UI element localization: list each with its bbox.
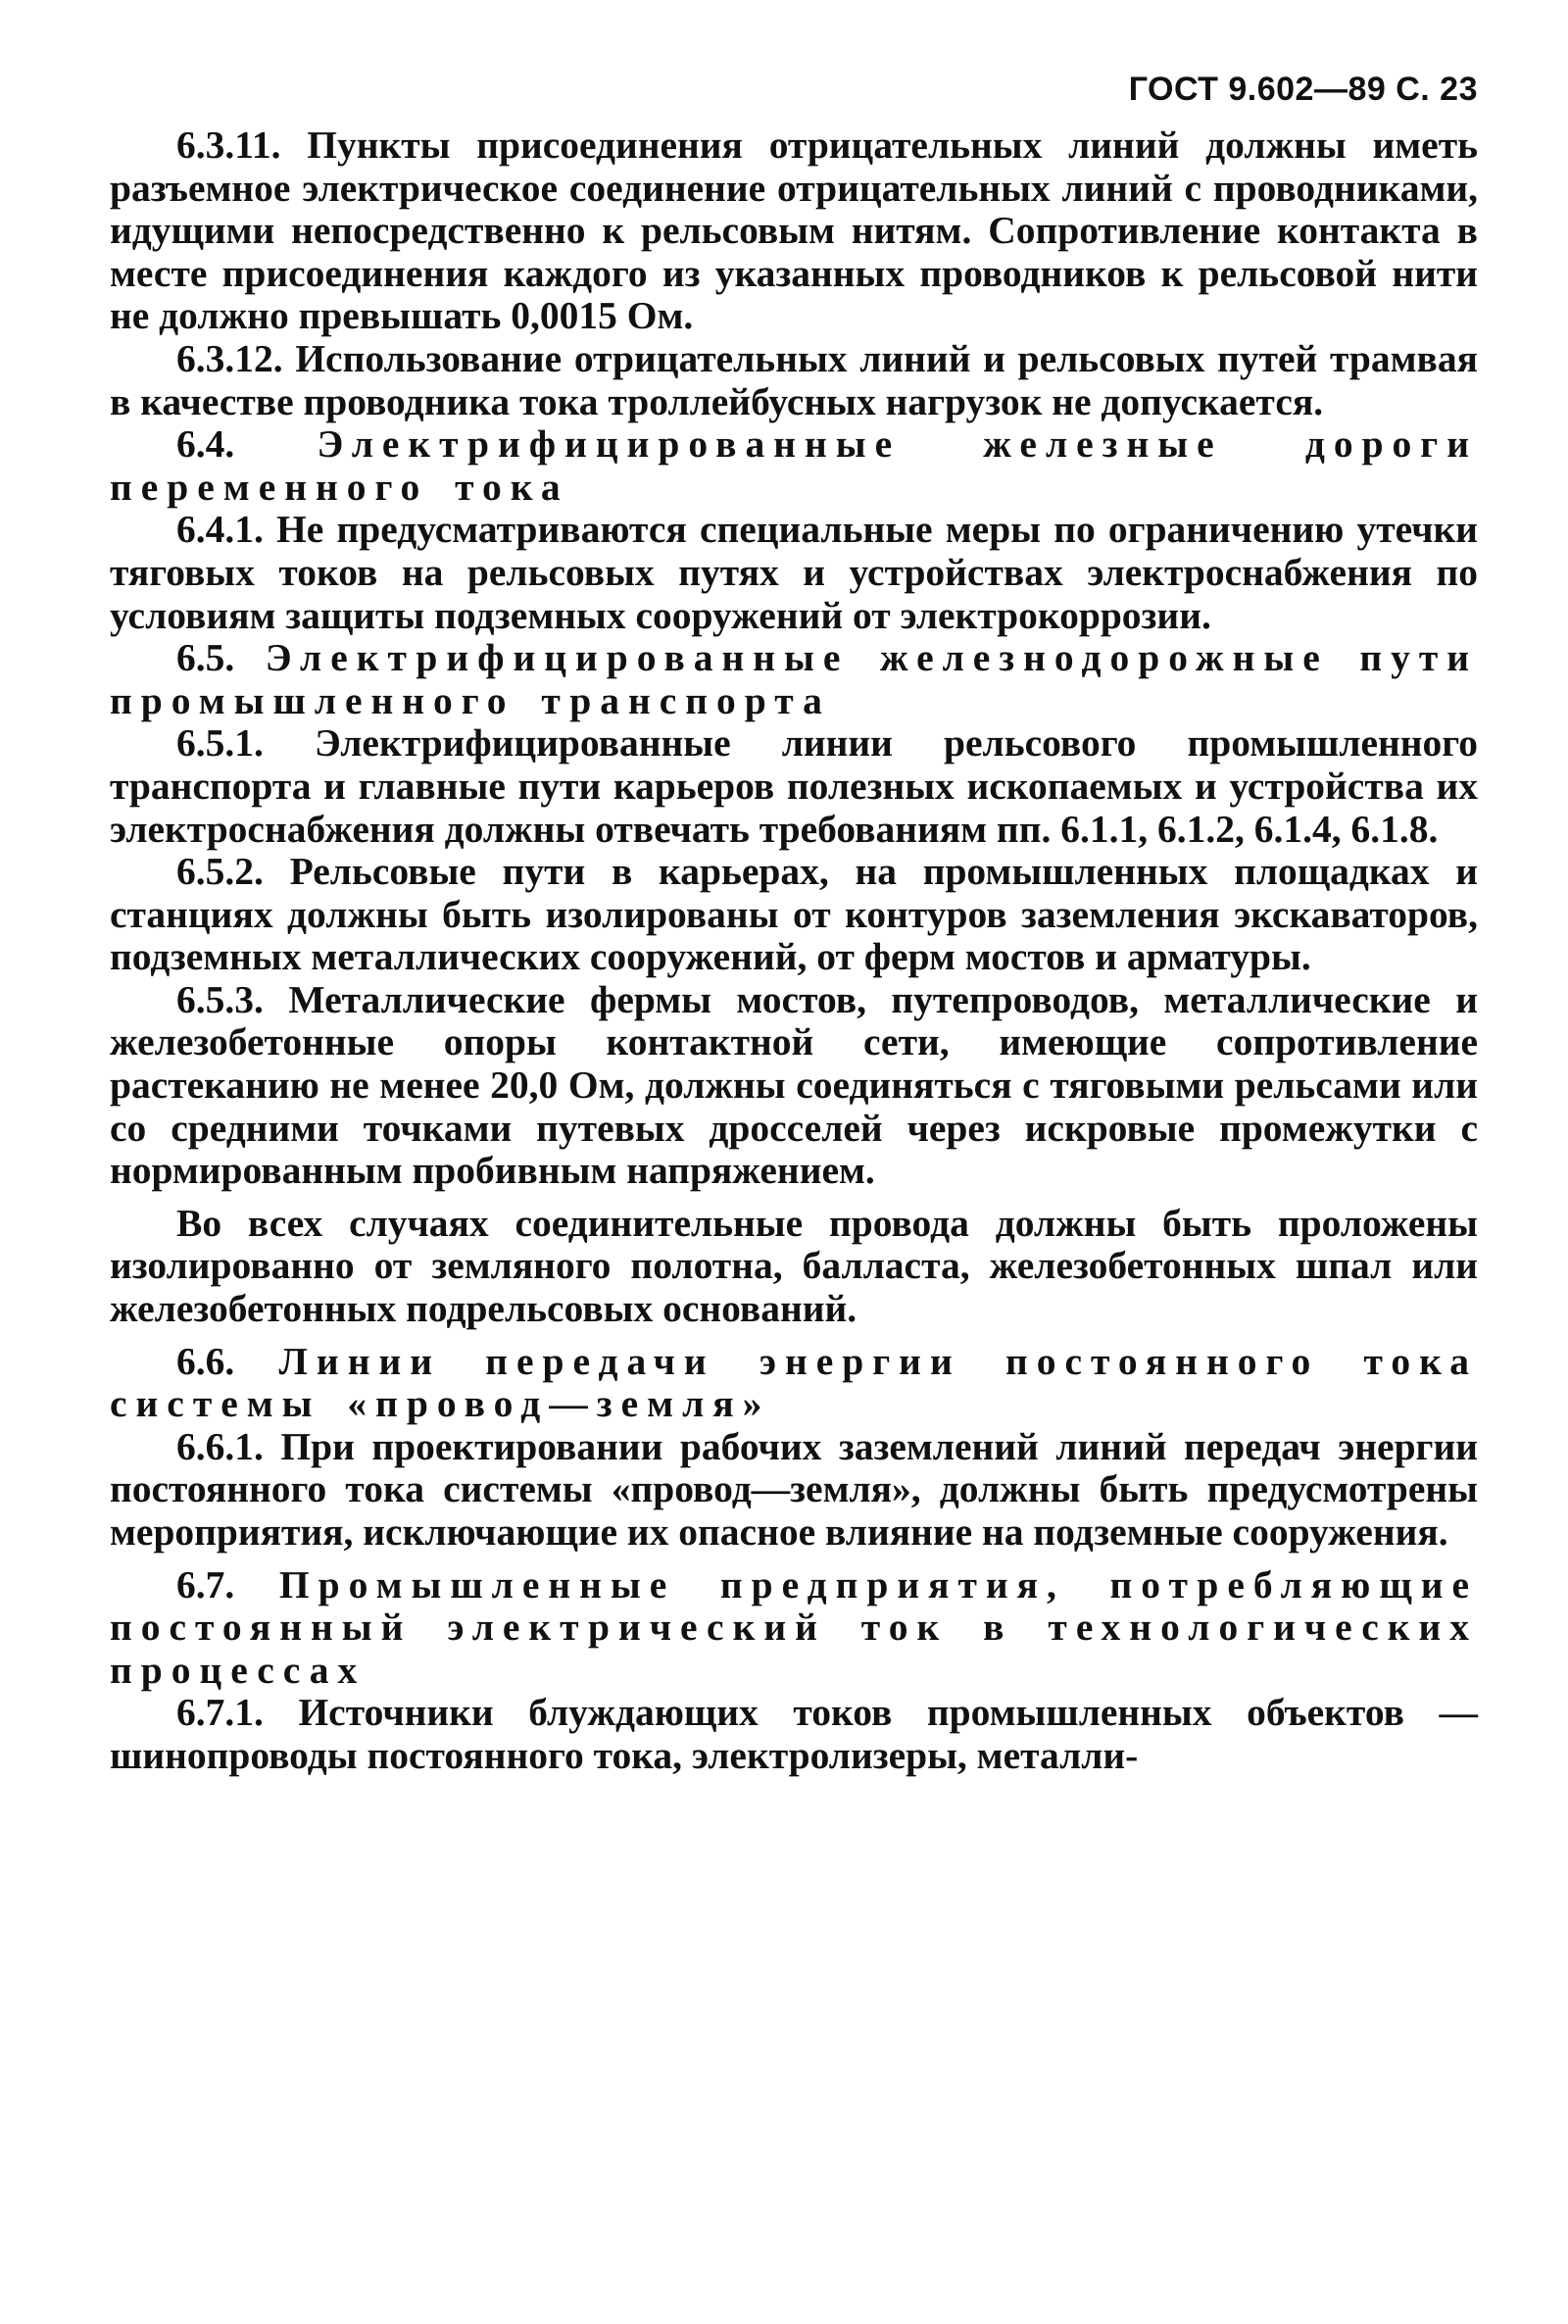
section-number: 6.5. [176, 636, 235, 680]
page-header: ГОСТ 9.602—89 С. 23 [1128, 71, 1478, 108]
section-title: Линии передачи энергии постоянного тока системы «провод—земля» [110, 1339, 1478, 1426]
paragraph-6-5-3: 6.5.3. Металлические фермы мостов, путепроводов, металлические и железобетонные опоры контактной сети, имеющие сопротивление растеканию не менее 20,0 Ом, должны соединяться с тяговыми рельсами или со средними точками путевых дросселей через искровые промежутки с нормированным пробивным напряжением. [110, 977, 1478, 1193]
paragraph-6-3-11: 6.3.11. Пункты присоединения отрицательных линий должны иметь разъемное электрическое соединение отрицательных линий с проводниками, идущими непосредственно к рельсовым нитям. Сопротивление контакта в месте присоединения каждого из указанных проводников к рельсовой нити не должно превышать 0,0015 Ом. [110, 124, 1478, 338]
paragraph-6-4-1: 6.4.1. Не предусматриваются специальные меры по ограничению утечки тяговых токов на рельсовых путях и устройствах электроснабжения по условиям защиты подземных сооружений от электрокоррозии. [110, 508, 1478, 637]
section-number: 6.6. [176, 1339, 235, 1383]
paragraph-connecting-wires: Во всех случаях соединительные провода должны быть проложены изолированно от земляного полотна, балласта, железобетонных шпал или железобетонных подрельсовых оснований. [110, 1201, 1478, 1331]
section-heading-6-7 [110, 1564, 1478, 1693]
paragraph-6-7-1: 6.7.1. Источники блуждающих токов промышленных объектов — шинопроводы постоянного тока, электролизеры, металли- [110, 1691, 1478, 1777]
section-number: 6.4. [176, 422, 235, 467]
section-number: 6.7. [176, 1562, 235, 1607]
section-title: Промышленные предприятия, потребляющие постоянный электрический ток в технологических процессах [110, 1562, 1479, 1692]
section-heading-6-4 [110, 423, 1478, 509]
section-heading-6-6 [110, 1341, 1478, 1426]
paragraph-6-3-12: 6.3.12. Использование отрицательных линий и рельсовых путей трамвая в качестве проводника тока троллейбусных нагрузок не допускается. [110, 336, 1478, 423]
section-title: Электрифицированные железные дороги переменного тока [110, 422, 1478, 509]
paragraph-6-6-1: 6.6.1. При проектировании рабочих заземлений линий передач энергии постоянного тока системы «провод—земля», должны быть предусмотрены мероприятия, исключающие их опасное влияние на подземные сооружения. [110, 1424, 1478, 1554]
paragraph-6-5-2: 6.5.2. Рельсовые пути в карьерах, на промышленных площадках и станциях должны быть изолированы от контуров заземления экскаваторов, подземных металлических сооружений, от ферм мостов и арматуры. [110, 850, 1478, 979]
paragraph-6-5-1: 6.5.1. Электрифицированные линии рельсового промышленного транспорта и главные пути карьеров полезных ископаемых и устройства их электроснабжения должны отвечать требованиям пп. 6.1.1, 6.1.2, 6.1.4, 6.1.8. [110, 721, 1478, 851]
section-heading-6-5 [110, 637, 1478, 722]
section-title: Электрифицированные железнодорожные пути промышленного транспорта [110, 636, 1478, 722]
